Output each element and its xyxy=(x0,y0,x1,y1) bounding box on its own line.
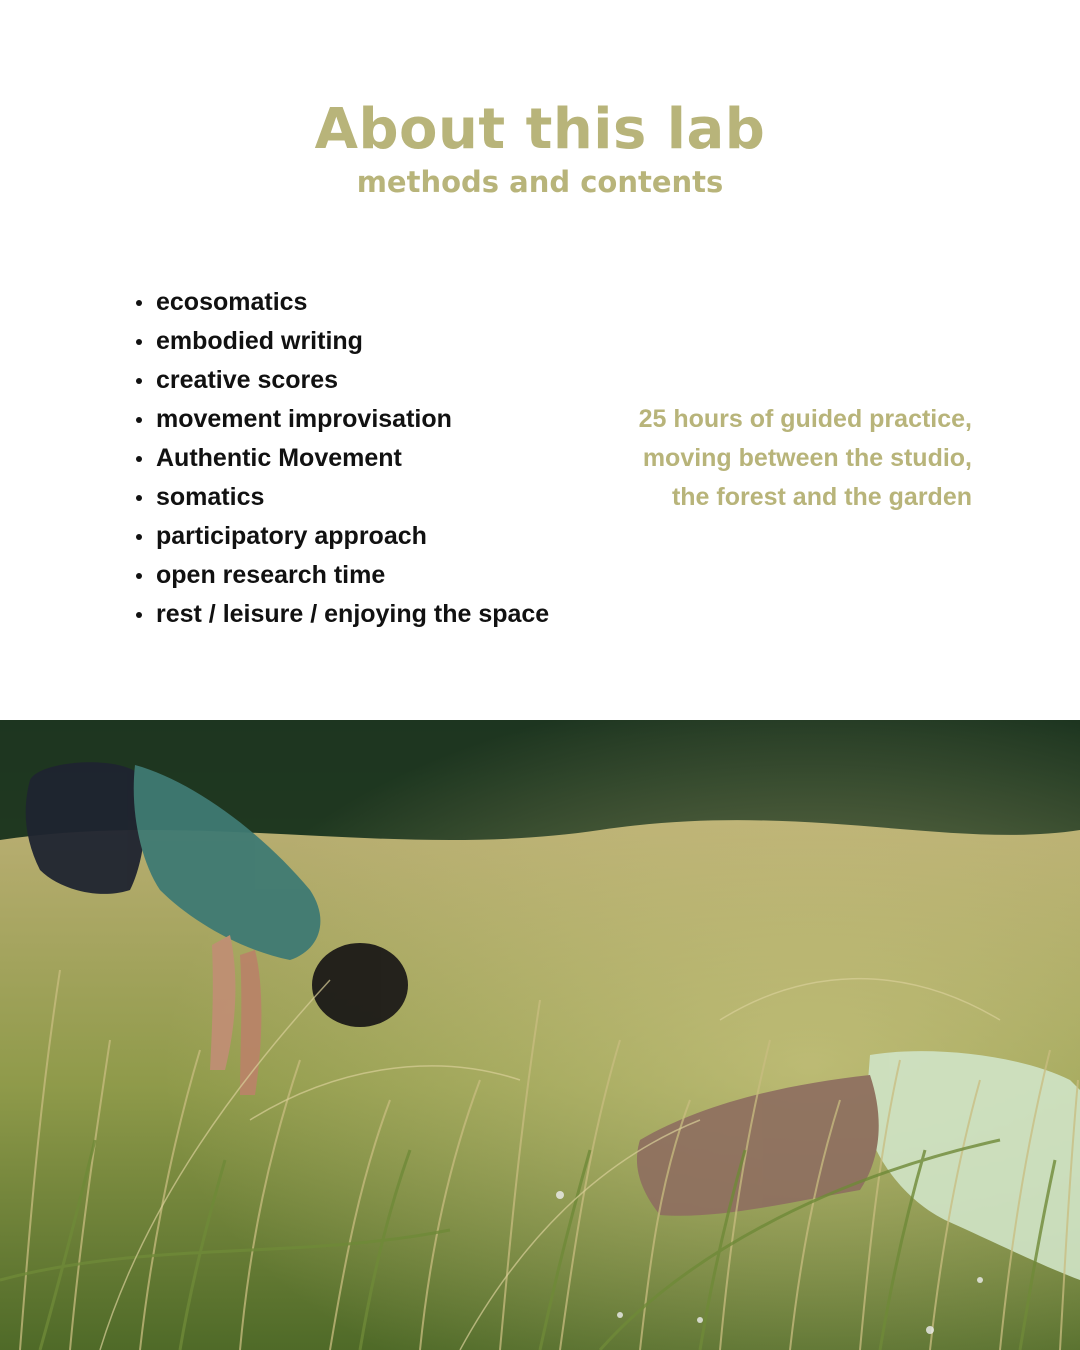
list-item: somatics xyxy=(156,478,549,517)
list-item: open research time xyxy=(156,556,549,595)
page-subtitle: methods and contents xyxy=(356,165,724,199)
list-item: ecosomatics xyxy=(156,283,549,322)
list-item: rest / leisure / enjoying the space xyxy=(156,595,549,634)
list-item: embodied writing xyxy=(156,322,549,361)
list-item: participatory approach xyxy=(156,517,549,556)
list-item: movement improvisation xyxy=(156,400,549,439)
meadow-photo-icon xyxy=(0,720,1080,1350)
page-title: About this lab xyxy=(314,97,766,162)
list-item: creative scores xyxy=(156,361,549,400)
list-item: Authentic Movement xyxy=(156,439,549,478)
practice-note-line: 25 hours of guided practice, xyxy=(638,405,972,433)
meadow-photo xyxy=(0,720,1080,1350)
methods-list xyxy=(156,283,549,634)
practice-note-line: the forest and the garden xyxy=(671,483,972,511)
practice-note-line: moving between the studio, xyxy=(642,444,972,472)
practice-note xyxy=(552,400,972,517)
